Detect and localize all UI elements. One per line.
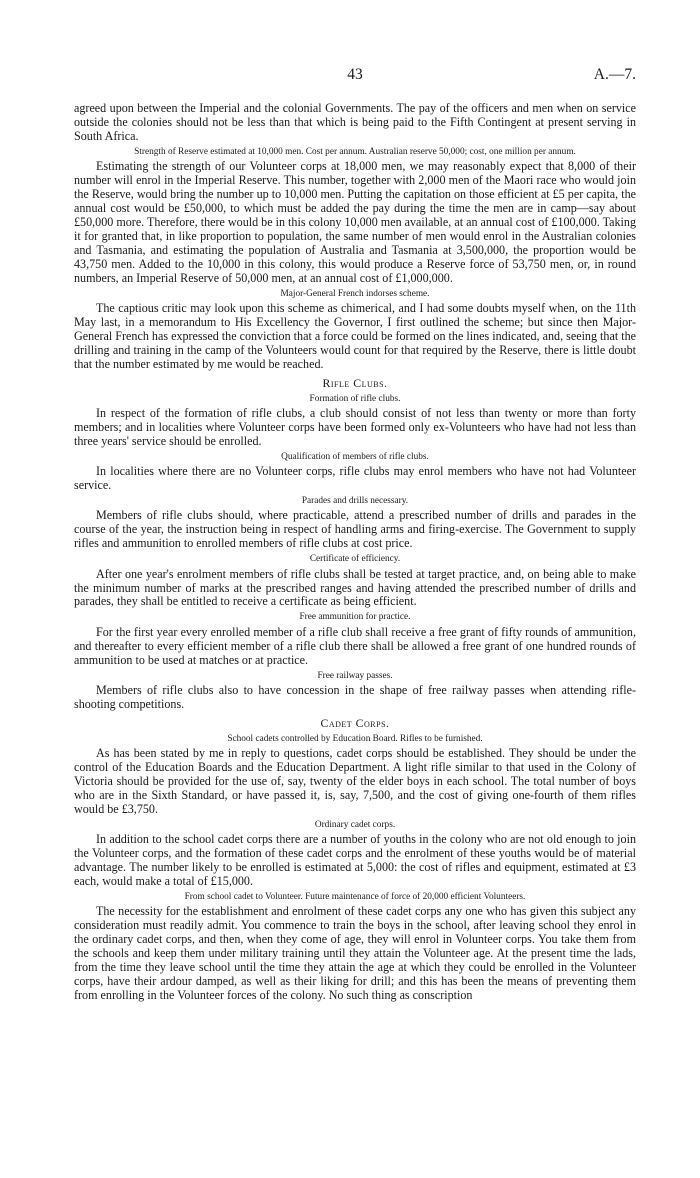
page-body	[74, 102, 636, 1003]
paragraph-ordinary-cadets: In addition to the school cadet corps there are a number of youths in the colony who are not old enough to join the Volunteer corps, and the formation of these cadet corps and the enrolment of these youths would be of material advantage. The number likely to be enrolled is estimated at 5,000: the cost of rifles and equipment, estimated at £3 each, would make a total of £15,000.	[74, 832, 636, 888]
paragraph-railway: Members of rifle clubs also to have concession in the shape of free railway passes when attending rifle-shooting competitions.	[74, 682, 636, 711]
paragraph-french: The captious critic may look upon this scheme as chimerical, and I had some doubts myself when, on the 11th May last, in a memorandum to His Excellency the Governor, I first outlined the scheme; but since then Major-General French has expressed the conviction that a force could be formed on the lines indicated, and, seeing that the drilling and training in the camp of the Volunteers would count for that required by the Reserve, there is little doubt that the number estimated by me would be reached.	[74, 301, 636, 371]
side-heading-reserve-strength: Strength of Reserve estimated at 10,000 men. Cost per annum. Australian reserve 50,000; cost, one million per annum.	[134, 146, 576, 157]
side-heading-french: Major-General French indorses scheme.	[280, 288, 430, 299]
paragraph-ammunition: For the first year every enrolled member of a rifle club shall receive a free grant of fifty rounds of ammunition, and thereafter to every efficient member of a rifle club there shall be allowed a free grant of one hundred rounds of ammunition to be used at matches or at practice.	[74, 624, 636, 667]
paragraph-school-cadets: As has been stated by me in reply to questions, cadet corps should be established. They should be under the control of the Education Boards and the Education Department. A light rifle similar to that used in the Colony of Victoria should be provided for the use of, say, twenty of the elder boys in each school. The total number of boys who are in the Sixth Standard, or have passed it, is, say, 7,500, and the cost of giving one-fourth of them rifles would be £3,750.	[74, 746, 636, 816]
side-heading-ammunition: Free ammunition for practice.	[299, 612, 411, 623]
section-heading-rifle-clubs: Rifle Clubs.	[322, 375, 388, 390]
paragraph-future-maintenance: The necessity for the establishment and enrolment of these cadet corps any one who has given this subject any consideration must readily admit. You commence to train the boys in the school, after leaving school they enrol in the ordinary cadet corps, and then, when they come of age, they will enrol in Volunteer corps. You take them from the schools and keep them under military training until they attain the Volunteer age. At the present time the lads, from the time they leave school until the time they attain the age at which they could be enrolled in the Volunteer corps, have their ardour damped, as well as their liking for drill; and this has been the means of preventing them from enrolling in the Volunteer forces of the colony. No such thing as conscription	[74, 904, 636, 1002]
side-heading-formation: Formation of rifle clubs.	[309, 393, 401, 404]
side-heading-qualification: Qualification of members of rifle clubs.	[281, 451, 429, 462]
side-heading-railway: Free railway passes.	[317, 670, 393, 681]
paragraph-reserve: Estimating the strength of our Volunteer corps at 18,000 men, we may reasonably expect that 8,000 of their number will enrol in the Imperial Reserve. This number, together with 2,000 men of the Maori race who would join the Reserve, would bring the number up to 10,000 men. Putting the capitation on those efficient at £5 per capita, the annual cost would be £50,000, to which must be added the pay during the time the men are in camp—say about £50,000 more. Therefore, there would be in this colony 10,000 men available, at an annual cost of £100,000. Taking it for granted that, in like proportion to population, the same number of men would enrol in the Australian colonies and Tasmania, and estimating the population of Australia and Tasmania at 3,500,000, the proportion would be 43,750 men. Added to the 10,000 in this colony, this would produce a Reserve force of 53,750 men, or, in round numbers, an Imperial Reserve of 50,000 men, at an annual cost of £1,000,000.	[74, 159, 636, 285]
side-heading-ordinary-cadets: Ordinary cadet corps.	[314, 819, 396, 830]
side-heading-school-cadets: School cadets controlled by Education Board. Rifles to be furnished.	[227, 733, 483, 744]
page-number: 43	[347, 66, 363, 83]
side-heading-future-maintenance: From school cadet to Volunteer. Future maintenance of force of 20,000 efficient Volunteers.	[184, 891, 526, 902]
paragraph-formation: In respect of the formation of rifle clubs, a club should consist of not less than twenty or more than forty members; and in localities where Volunteer corps have been formed only ex-Volunteers who have had not less than three years' service should be enrolled.	[74, 406, 636, 448]
paragraph-qualification: In localities where there are no Volunteer corps, rifle clubs may enrol members who have not had Volunteer service.	[74, 464, 636, 493]
side-heading-parades: Parades and drills necessary.	[301, 496, 409, 507]
section-heading-cadet-corps: Cadet Corps.	[320, 715, 390, 730]
page-header	[74, 66, 636, 88]
paragraph-intro: agreed upon between the Imperial and the colonial Governments. The pay of the officers and men when on service outside the colonies should not be less than that which is being paid to the Fifth Contingent at present serving in South Africa.	[74, 101, 636, 143]
document-reference: A.—7.	[593, 66, 636, 83]
paragraph-certificate: After one year's enrolment members of rifle clubs shall be tested at target practice, and, on being able to make the minimum number of marks at the prescribed ranges and having attended the prescribed number of drills and parades, they shall be entitled to receive a certificate as being efficient.	[74, 566, 636, 609]
paragraph-parades: Members of rifle clubs should, where practicable, attend a prescribed number of drills and parades in the course of the year, the instruction being in respect of handling arms and firing-exercise. The Government to supply rifles and ammunition to enrolled members of rifle clubs at cost price.	[74, 508, 636, 551]
side-heading-certificate: Certificate of efficiency.	[309, 554, 401, 565]
